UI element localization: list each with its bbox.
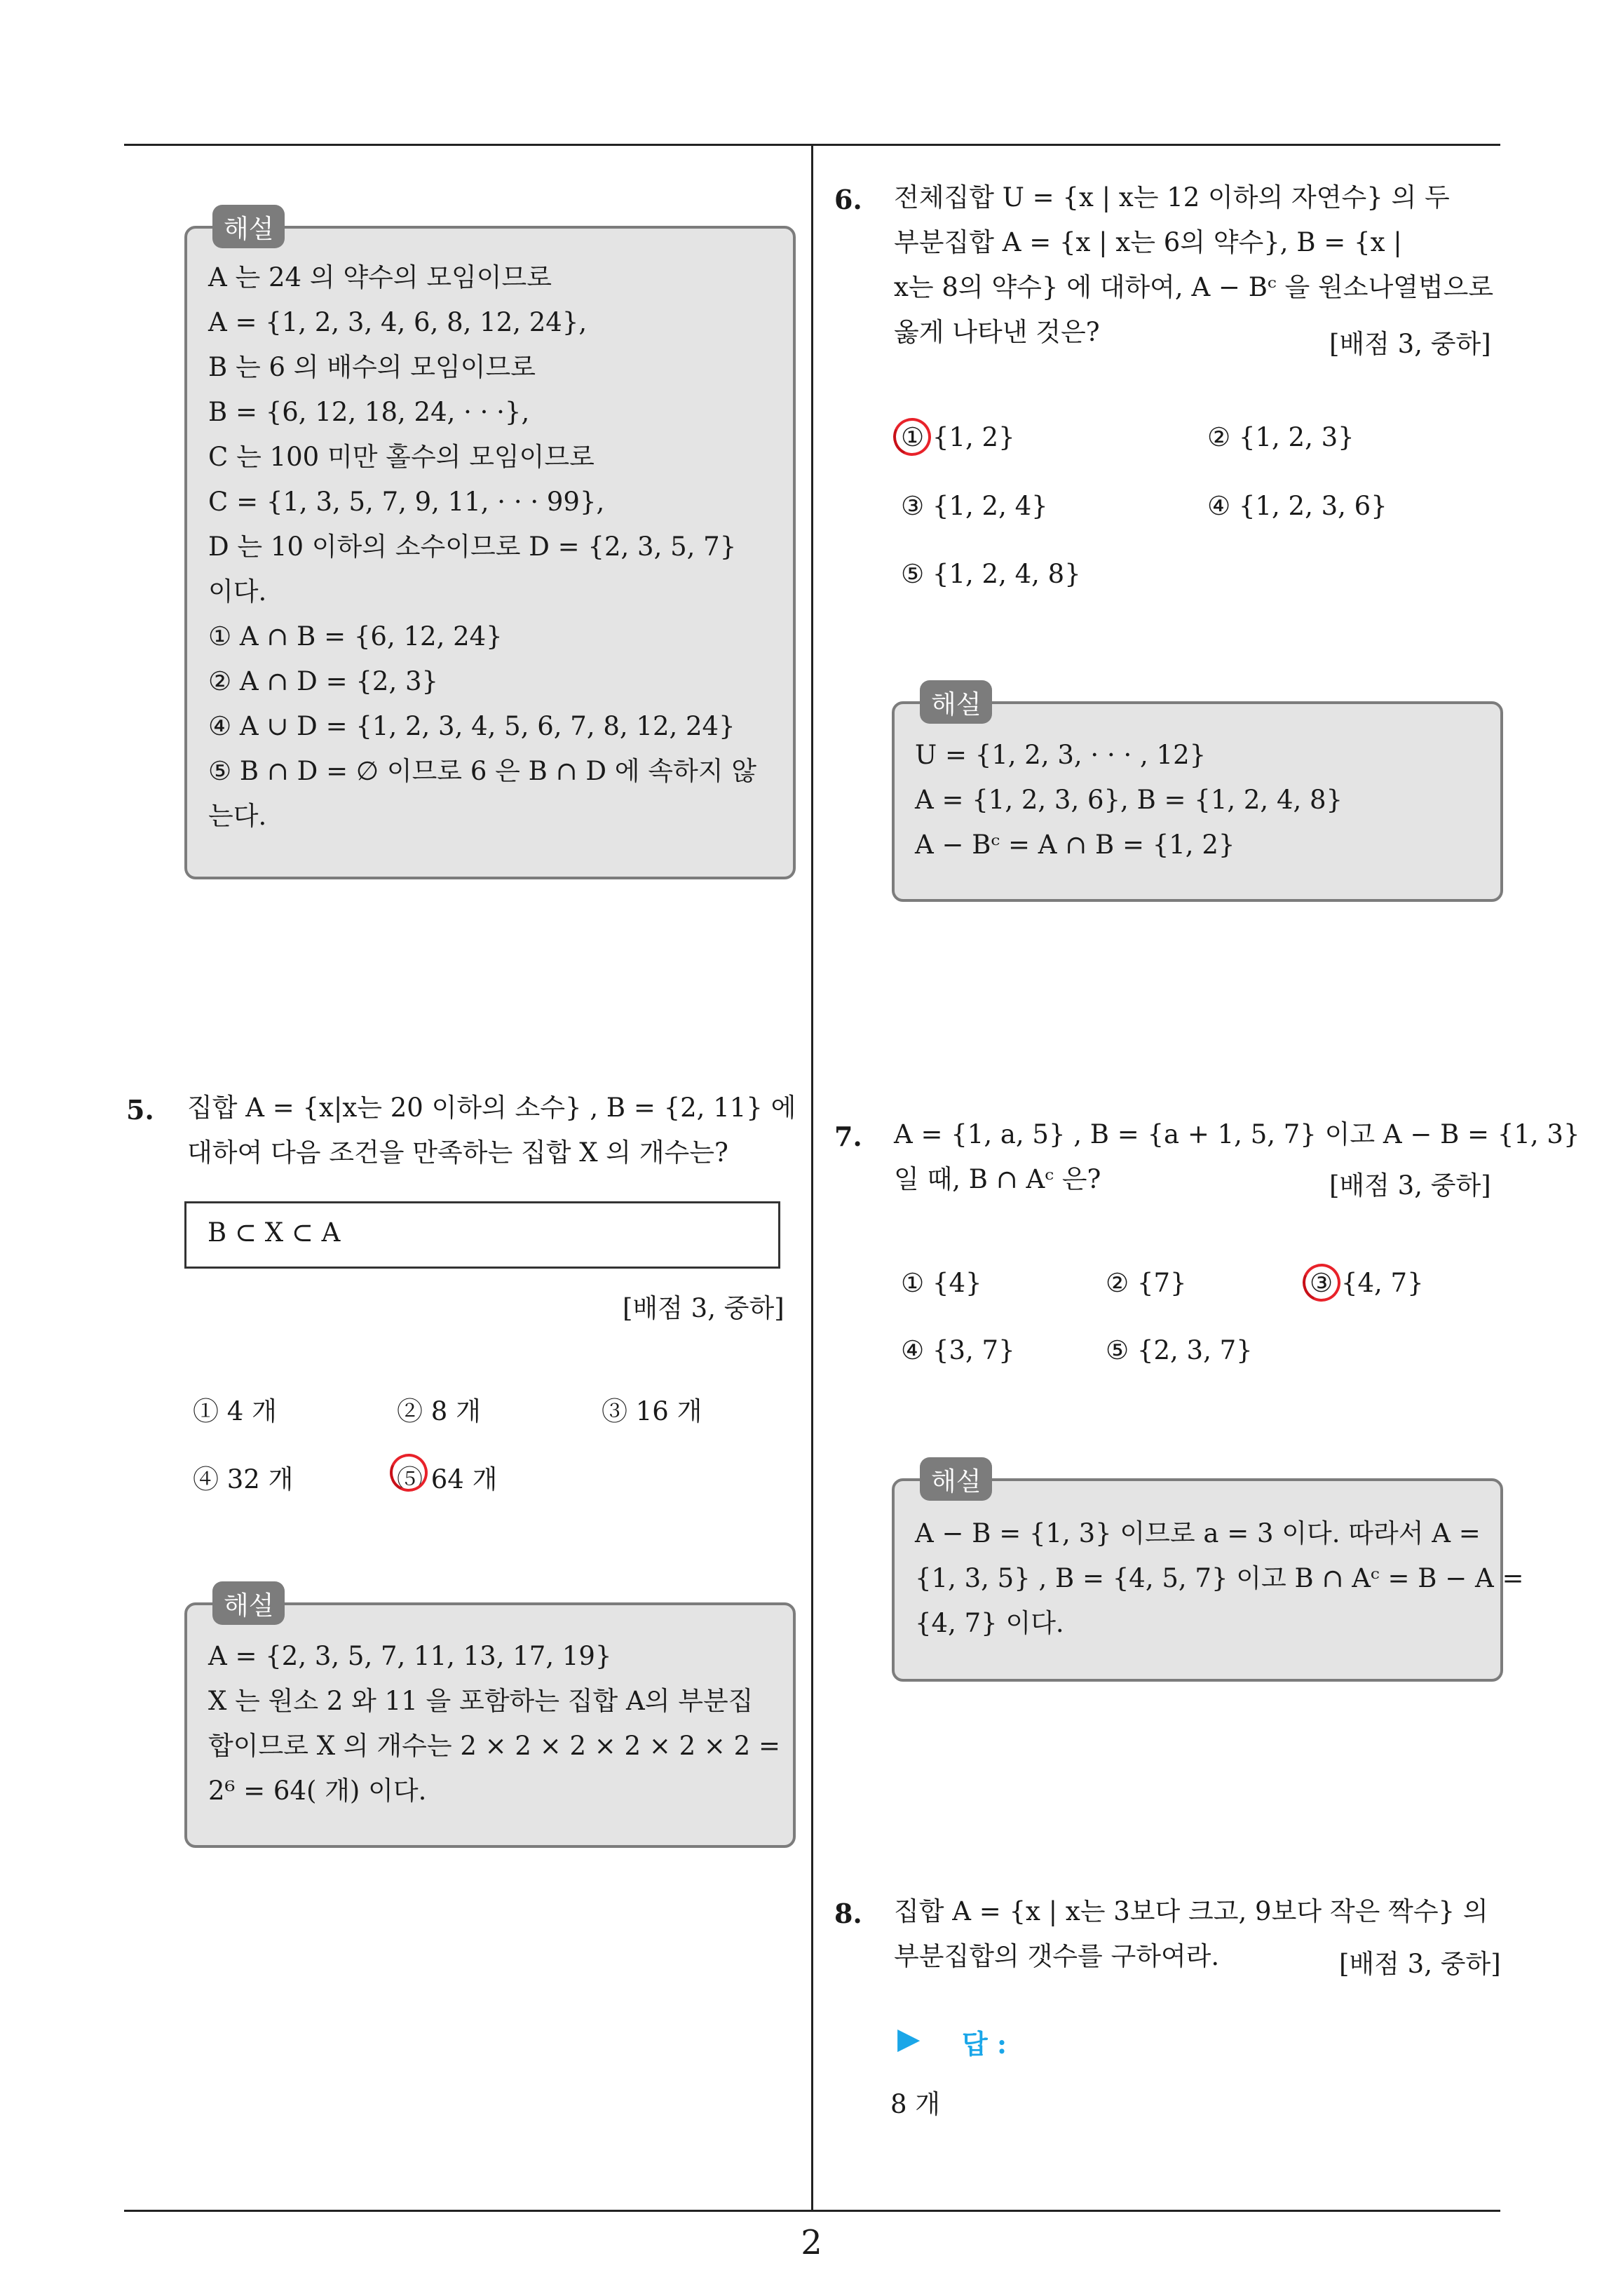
bottom-rule xyxy=(124,2210,1500,2212)
q6-option-3[interactable]: ③ {1, 2, 4} xyxy=(901,491,1048,521)
q4-explanation-tag: 해설 xyxy=(212,205,285,248)
explanation-line: 2⁶ = 64( 개) 이다. xyxy=(208,1776,427,1806)
q5-option-5[interactable]: ⑤ 64 개 xyxy=(397,1464,498,1494)
explanation-line: A − B = {1, 3} 이므로 a = 3 이다. 따라서 A = xyxy=(915,1518,1481,1548)
explanation-line: B 는 6 의 배수의 모임이므로 xyxy=(208,352,536,382)
question-line: 대하여 다음 조건을 만족하는 집합 X 의 개수는? xyxy=(187,1137,728,1168)
question-line: 부분집합 A = {x | x는 6의 약수}, B = {x | xyxy=(894,227,1402,257)
q5-explanation-text xyxy=(208,1634,780,1814)
q5-option-1[interactable]: ① 4 개 xyxy=(193,1396,277,1426)
play-arrow-icon: ▶ xyxy=(897,2021,921,2055)
q7-option-4[interactable]: ④ {3, 7} xyxy=(901,1335,1015,1365)
explanation-line: A − Bᶜ = A ∩ B = {1, 2} xyxy=(915,830,1235,860)
explanation-line: ⑤ B ∩ D = ∅ 이므로 6 은 B ∩ D 에 속하지 않 xyxy=(208,756,756,786)
q6-answer-circle-mark xyxy=(888,412,936,461)
q5-points-mark: [배점 3, 중하] xyxy=(623,1293,785,1323)
q7-option-1[interactable]: ① {4} xyxy=(901,1268,982,1298)
explanation-line: C 는 100 미만 홀수의 모임이므로 xyxy=(208,442,595,472)
q7-option-3[interactable]: ③ {4, 7} xyxy=(1310,1268,1424,1298)
q6-option-5[interactable]: ⑤ {1, 2, 4, 8} xyxy=(901,559,1081,589)
q7-explanation-text xyxy=(915,1511,1523,1646)
question-line: A = {1, a, 5} , B = {a + 1, 5, 7} 이고 A − B = {1, 3} xyxy=(894,1119,1580,1149)
explanation-line: A 는 24 의 약수의 모임이므로 xyxy=(208,262,552,292)
q8-number: 8. xyxy=(834,1898,862,1929)
explanation-line: ① A ∩ B = {6, 12, 24} xyxy=(208,621,503,651)
question-line: 집합 A = {x|x는 20 이하의 소수} , B = {2, 11} 에 xyxy=(187,1093,796,1123)
explanation-line: 합이므로 X 의 개수는 2 × 2 × 2 × 2 × 2 × 2 = xyxy=(208,1731,780,1761)
explanation-line: A = {2, 3, 5, 7, 11, 13, 17, 19} xyxy=(208,1641,612,1671)
q5-explanation-tag: 해설 xyxy=(212,1581,285,1625)
explanation-line: U = {1, 2, 3, · · · , 12} xyxy=(915,740,1207,770)
explanation-line: X 는 원소 2 와 11 을 포함하는 집합 A의 부분집 xyxy=(208,1686,754,1716)
q6-option-2[interactable]: ② {1, 2, 3} xyxy=(1207,422,1354,452)
q6-points-mark: [배점 3, 중하] xyxy=(1329,329,1491,359)
q8-answer-label: 답 : xyxy=(962,2028,1007,2060)
column-divider xyxy=(811,146,813,2212)
explanation-line: B = {6, 12, 18, 24, · · ·}, xyxy=(208,397,530,427)
explanation-line: D 는 10 이하의 소수이므로 D = {2, 3, 5, 7} xyxy=(208,532,737,562)
explanation-line: C = {1, 3, 5, 7, 9, 11, · · · 99}, xyxy=(208,487,605,517)
explanation-line: ② A ∩ D = {2, 3} xyxy=(208,666,439,696)
explanation-line: {1, 3, 5} , B = {4, 5, 7} 이고 B ∩ Aᶜ = B − A = xyxy=(915,1563,1524,1593)
question-line: x는 8의 약수} 에 대하여, A − Bᶜ 을 원소나열법으로 xyxy=(894,272,1494,302)
q5-option-4[interactable]: ④ 32 개 xyxy=(193,1464,294,1494)
question-line: 전체집합 U = {x | x는 12 이하의 자연수} 의 두 xyxy=(894,182,1450,212)
q5-question-text xyxy=(187,1086,796,1175)
q6-option-1[interactable]: ① {1, 2} xyxy=(901,422,1015,452)
q8-points-mark: [배점 3, 중하] xyxy=(1339,1949,1501,1979)
question-line: 부분집합의 갯수를 구하여라. xyxy=(894,1941,1220,1971)
question-line: 집합 A = {x | x는 3보다 크고, 9보다 작은 짝수} 의 xyxy=(894,1896,1488,1926)
explanation-line: {4, 7} 이다. xyxy=(915,1608,1064,1638)
question-line: 옳게 나타낸 것은? xyxy=(894,317,1100,347)
explanation-line: A = {1, 2, 3, 4, 6, 8, 12, 24}, xyxy=(208,307,588,337)
q4-explanation-text xyxy=(208,255,756,839)
q7-option-5[interactable]: ⑤ {2, 3, 7} xyxy=(1106,1335,1253,1365)
q5-number: 5. xyxy=(126,1094,154,1126)
q7-explanation-tag: 해설 xyxy=(920,1457,992,1501)
q8-answer-value: 8 개 xyxy=(890,2089,941,2119)
q7-number: 7. xyxy=(834,1121,862,1152)
explanation-line: 는다. xyxy=(208,801,267,831)
explanation-line: A = {1, 2, 3, 6}, B = {1, 2, 4, 8} xyxy=(915,785,1343,815)
q6-explanation-tag: 해설 xyxy=(920,680,992,724)
q7-points-mark: [배점 3, 중하] xyxy=(1329,1170,1491,1201)
q6-option-4[interactable]: ④ {1, 2, 3, 6} xyxy=(1207,491,1387,521)
q5-option-2[interactable]: ② 8 개 xyxy=(397,1396,481,1426)
q6-number: 6. xyxy=(834,184,862,215)
question-line: 일 때, B ∩ Aᶜ 은? xyxy=(894,1164,1101,1194)
explanation-line: 이다. xyxy=(208,576,267,607)
q6-explanation-text xyxy=(915,733,1343,867)
q5-condition-box: B ⊂ X ⊂ A xyxy=(184,1201,780,1269)
explanation-line: ④ A ∪ D = {1, 2, 3, 4, 5, 6, 7, 8, 12, 24} xyxy=(208,711,735,741)
q7-option-2[interactable]: ② {7} xyxy=(1106,1268,1187,1298)
q7-answer-circle-mark xyxy=(1297,1258,1345,1306)
q5-option-3[interactable]: ③ 16 개 xyxy=(602,1396,702,1426)
page-number: 2 xyxy=(801,2223,822,2262)
